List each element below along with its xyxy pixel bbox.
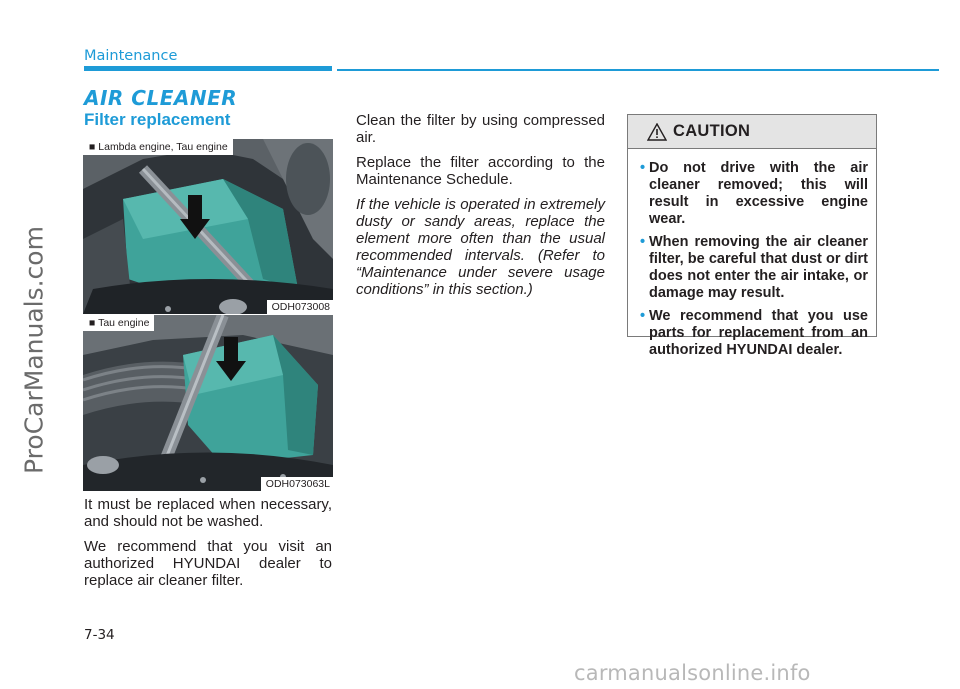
figure-code: ODH073063L xyxy=(261,477,333,491)
bullet-icon: • xyxy=(640,308,646,324)
header-bar-thick xyxy=(84,66,332,71)
bullet-icon: • xyxy=(640,160,646,176)
caution-box xyxy=(627,114,877,358)
engine-photo-tau xyxy=(83,314,333,491)
paragraph: It must be replaced when necessary, and should not be washed. xyxy=(84,496,332,530)
header-bar-thin xyxy=(337,69,939,71)
figure-label: ■ Tau engine xyxy=(83,315,154,331)
paragraph: Clean the filter by using compressed air. xyxy=(356,112,605,146)
caution-title: CAUTION xyxy=(673,122,751,140)
paragraph-italic-note: If the vehicle is operated in extremely dusty or sandy areas, replace the element more often than the usual recommended intervals. (Refer to “Maintenance under severe usage conditions” in this section.) xyxy=(356,196,605,298)
caution-header xyxy=(628,115,876,149)
caution-item: • We recommend that you use parts for replacement from an authorized HYUNDAI dealer. xyxy=(640,308,868,358)
section-title: AIR CLEANER xyxy=(84,86,238,110)
engine-photo-lambda-tau xyxy=(83,139,333,314)
side-watermark-text: ProCarManuals.com xyxy=(19,226,49,474)
subsection-title: Filter replacement xyxy=(84,110,231,129)
caution-item: • When removing the air cleaner filter, be careful that dust or dirt does not enter the air intake, or damage may result. xyxy=(640,234,868,301)
header-section-label: Maintenance xyxy=(84,48,178,64)
page-number: 7-34 xyxy=(84,627,115,643)
bullet-icon: • xyxy=(640,234,646,250)
left-column-text xyxy=(84,496,332,589)
figure-code: ODH073008 xyxy=(267,300,333,314)
caution-item: • Do not drive with the air cleaner removed; this will result in excessive engine wear. xyxy=(640,160,868,227)
paragraph: We recommend that you visit an authorized HYUNDAI dealer to replace air cleaner filter. xyxy=(84,538,332,589)
caution-list xyxy=(628,149,876,359)
paragraph: Replace the filter according to the Maintenance Schedule. xyxy=(356,154,605,188)
figure-label: ■ Lambda engine, Tau engine xyxy=(83,139,233,155)
middle-column-text xyxy=(356,112,605,298)
warning-triangle-icon xyxy=(647,123,667,141)
bottom-watermark: carmanualsonline.info xyxy=(574,661,811,685)
side-watermark xyxy=(14,100,54,600)
